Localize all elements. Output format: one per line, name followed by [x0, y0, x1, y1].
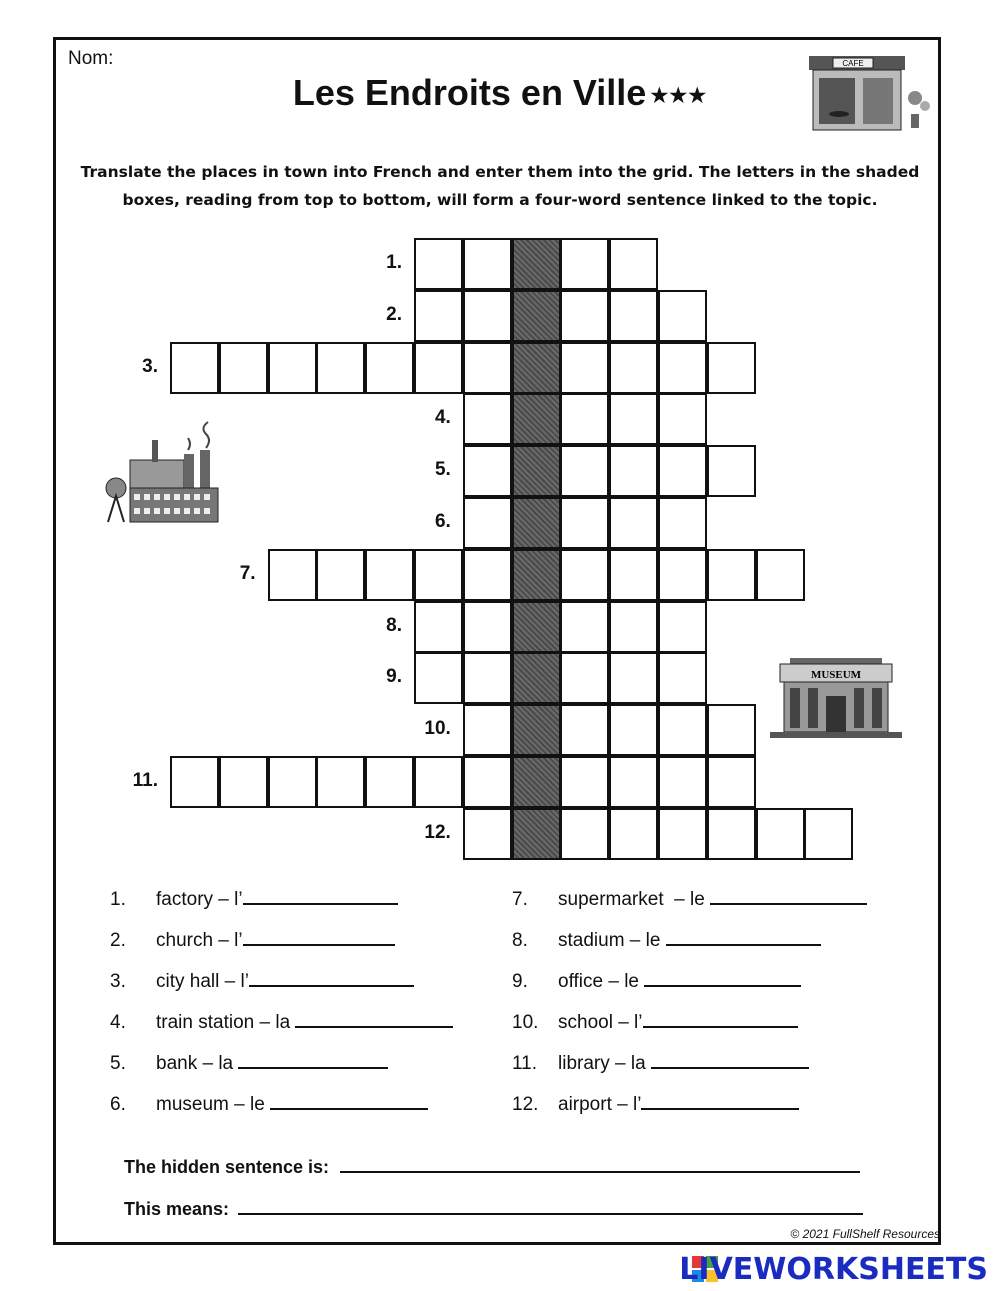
answer-blank[interactable]: [243, 928, 395, 946]
grid-cell[interactable]: [756, 808, 805, 860]
grid-cell[interactable]: [463, 704, 512, 756]
answer-blank[interactable]: [644, 969, 801, 987]
grid-cell[interactable]: [560, 342, 609, 394]
clue-number: 12.: [512, 1094, 539, 1115]
grid-cell[interactable]: [316, 756, 365, 808]
clue-number: 7.: [512, 889, 528, 910]
grid-cell[interactable]: [463, 445, 512, 497]
clue-item: [512, 928, 821, 952]
clue-text: bank – la: [156, 1053, 239, 1074]
grid-cell[interactable]: [463, 652, 512, 704]
clue-item: [110, 1092, 428, 1116]
clue-item: [512, 887, 867, 911]
row-number: 10.: [424, 718, 451, 740]
title-text: Les Endroits en Ville: [292, 72, 647, 113]
clue-text: library – la: [558, 1053, 651, 1074]
shaded-grid-cell[interactable]: [512, 601, 561, 653]
shaded-grid-cell[interactable]: [512, 549, 561, 601]
grid-cell[interactable]: [658, 601, 707, 653]
meaning-blank[interactable]: [238, 1199, 863, 1215]
copyright: © 2021 FullShelf Resources: [790, 1227, 940, 1241]
hidden-sentence-blank[interactable]: [340, 1157, 860, 1173]
grid-cell[interactable]: [658, 756, 707, 808]
grid-cell[interactable]: [658, 445, 707, 497]
grid-cell[interactable]: [707, 808, 756, 860]
clue-text: church – l’: [156, 930, 243, 951]
grid-cell[interactable]: [609, 238, 658, 290]
grid-cell[interactable]: [658, 393, 707, 445]
grid-cell[interactable]: [560, 238, 609, 290]
clue-number: 9.: [512, 971, 528, 992]
grid-cell[interactable]: [463, 808, 512, 860]
row-number: 5.: [434, 459, 451, 481]
clue-item: [512, 1051, 809, 1075]
grid-cell[interactable]: [560, 704, 609, 756]
grid-cell[interactable]: [707, 445, 756, 497]
grid-cell[interactable]: [463, 238, 512, 290]
clue-number: 6.: [110, 1094, 126, 1115]
instructions: Translate the places in town into French and enter them into the grid. The letters in the shaded boxes, reading from top to bottom, will form a four-word sentence linked to the topic.: [80, 163, 920, 209]
grid-cell[interactable]: [609, 549, 658, 601]
clue-item: [512, 1092, 799, 1116]
row-number: 3.: [142, 355, 158, 377]
grid-cell[interactable]: [463, 601, 512, 653]
grid-cell[interactable]: [365, 756, 414, 808]
clue-text: city hall – l’: [156, 971, 249, 992]
hidden-sentence-line: [124, 1157, 860, 1178]
clue-text: airport – l’: [558, 1094, 642, 1115]
clue-item: [512, 1010, 798, 1034]
clue-number: 4.: [110, 1012, 126, 1033]
grid-cell[interactable]: [463, 497, 512, 549]
grid-cell[interactable]: [560, 549, 609, 601]
clue-number: 1.: [110, 889, 126, 910]
grid-cell[interactable]: [268, 549, 317, 601]
row-number: 4.: [434, 407, 451, 429]
shaded-grid-cell[interactable]: [512, 342, 561, 394]
clue-number: 3.: [110, 971, 126, 992]
grid-cell[interactable]: [268, 756, 317, 808]
shaded-grid-cell[interactable]: [512, 393, 561, 445]
clue-text: school – l’: [558, 1012, 643, 1033]
grid-cell[interactable]: [414, 756, 463, 808]
grid-cell[interactable]: [414, 238, 463, 290]
cafe-sign-text: CAFE: [842, 59, 864, 68]
grid-cell[interactable]: [170, 756, 219, 808]
difficulty-stars: ★★★: [650, 84, 708, 107]
clue-text: train station – la: [156, 1012, 296, 1033]
answer-blank[interactable]: [249, 969, 414, 987]
grid-cell[interactable]: [658, 290, 707, 342]
row-number: 1.: [386, 252, 402, 273]
grid-cell[interactable]: [658, 497, 707, 549]
grid-cell[interactable]: [365, 342, 414, 394]
grid-cell[interactable]: [414, 290, 463, 342]
grid-cell[interactable]: [609, 652, 658, 704]
clue-number: 8.: [512, 930, 528, 951]
grid-cell[interactable]: [170, 342, 219, 394]
grid-cell[interactable]: [707, 704, 756, 756]
clue-text: stadium – le: [558, 930, 666, 951]
shaded-grid-cell[interactable]: [512, 756, 561, 808]
grid-cell[interactable]: [756, 549, 805, 601]
grid-cell[interactable]: [707, 756, 756, 808]
meaning-label: This means:: [124, 1199, 230, 1219]
grid-cell[interactable]: [414, 652, 463, 704]
answer-blank[interactable]: [295, 1010, 453, 1028]
clue-number: 5.: [110, 1053, 126, 1074]
answer-blank[interactable]: [651, 1051, 809, 1069]
grid-cell[interactable]: [463, 290, 512, 342]
grid-cell[interactable]: [463, 342, 512, 394]
answer-blank[interactable]: [238, 1051, 388, 1069]
grid-cell[interactable]: [609, 342, 658, 394]
answer-blank[interactable]: [243, 887, 398, 905]
cafe-illustration: [805, 48, 935, 138]
grid-cell[interactable]: [707, 342, 756, 394]
grid-cell[interactable]: [414, 601, 463, 653]
clue-item: [110, 928, 395, 952]
clue-number: 10.: [512, 1012, 539, 1033]
grid-cell[interactable]: [609, 704, 658, 756]
museum-sign-text: MUSEUM: [810, 669, 862, 681]
grid-cell[interactable]: [609, 497, 658, 549]
answer-blank[interactable]: [710, 887, 867, 905]
shaded-grid-cell[interactable]: [512, 704, 561, 756]
grid-cell[interactable]: [609, 601, 658, 653]
grid-cell[interactable]: [268, 342, 317, 394]
grid-cell[interactable]: [560, 445, 609, 497]
answer-blank[interactable]: [643, 1010, 798, 1028]
clue-number: 2.: [110, 930, 126, 951]
hidden-sentence-label: The hidden sentence is:: [124, 1157, 330, 1177]
name-label: Nom:: [68, 48, 114, 69]
grid-cell[interactable]: [560, 290, 609, 342]
grid-cell[interactable]: [609, 445, 658, 497]
clue-item: [110, 969, 414, 993]
grid-cell[interactable]: [609, 393, 658, 445]
museum-illustration: [768, 656, 904, 742]
meaning-line: [124, 1199, 863, 1220]
shaded-grid-cell[interactable]: [512, 652, 561, 704]
clue-text: factory – l’: [156, 889, 243, 910]
row-number: 9.: [386, 666, 402, 688]
grid-cell[interactable]: [560, 808, 609, 860]
shaded-grid-cell[interactable]: [512, 238, 561, 290]
row-number: 12.: [424, 821, 451, 843]
clue-text: office – le: [558, 971, 645, 992]
grid-cell[interactable]: [658, 549, 707, 601]
clue-item: [110, 887, 398, 911]
liveworksheets-watermark: LIVEWORKSHEETS: [679, 1252, 988, 1287]
grid-cell[interactable]: [560, 756, 609, 808]
row-number: 6.: [434, 511, 451, 532]
answer-blank[interactable]: [270, 1092, 428, 1110]
grid-cell[interactable]: [463, 549, 512, 601]
grid-cell[interactable]: [609, 756, 658, 808]
row-number: 7.: [239, 562, 256, 584]
factory-illustration: [100, 420, 225, 526]
row-number: 8.: [386, 614, 402, 636]
clue-item: [110, 1051, 388, 1075]
row-number: 2.: [386, 303, 402, 325]
grid-cell[interactable]: [560, 393, 609, 445]
clue-text: museum – le: [156, 1094, 271, 1115]
grid-cell[interactable]: [414, 549, 463, 601]
clue-number: 11.: [512, 1053, 538, 1074]
answer-blank[interactable]: [666, 928, 821, 946]
grid-cell[interactable]: [560, 652, 609, 704]
row-number: 11.: [132, 770, 158, 791]
grid-cell[interactable]: [414, 342, 463, 394]
grid-cell[interactable]: [658, 808, 707, 860]
grid-cell[interactable]: [560, 601, 609, 653]
grid-cell[interactable]: [658, 342, 707, 394]
grid-cell[interactable]: [365, 549, 414, 601]
grid-cell[interactable]: [463, 393, 512, 445]
clue-item: [512, 969, 801, 993]
shaded-grid-cell[interactable]: [512, 808, 561, 860]
grid-cell[interactable]: [316, 342, 365, 394]
grid-cell[interactable]: [804, 808, 853, 860]
grid-cell[interactable]: [560, 497, 609, 549]
grid-cell[interactable]: [316, 549, 365, 601]
shaded-grid-cell[interactable]: [512, 290, 561, 342]
grid-cell[interactable]: [219, 756, 268, 808]
clue-item: [110, 1010, 453, 1034]
shaded-grid-cell[interactable]: [512, 445, 561, 497]
answer-blank[interactable]: [641, 1092, 799, 1110]
clue-text: supermarket – le: [558, 889, 711, 910]
grid-cell[interactable]: [219, 342, 268, 394]
shaded-grid-cell[interactable]: [512, 497, 561, 549]
grid-cell[interactable]: [658, 704, 707, 756]
grid-cell[interactable]: [463, 756, 512, 808]
grid-cell[interactable]: [609, 808, 658, 860]
grid-cell[interactable]: [609, 290, 658, 342]
grid-cell[interactable]: [658, 652, 707, 704]
grid-cell[interactable]: [707, 549, 756, 601]
